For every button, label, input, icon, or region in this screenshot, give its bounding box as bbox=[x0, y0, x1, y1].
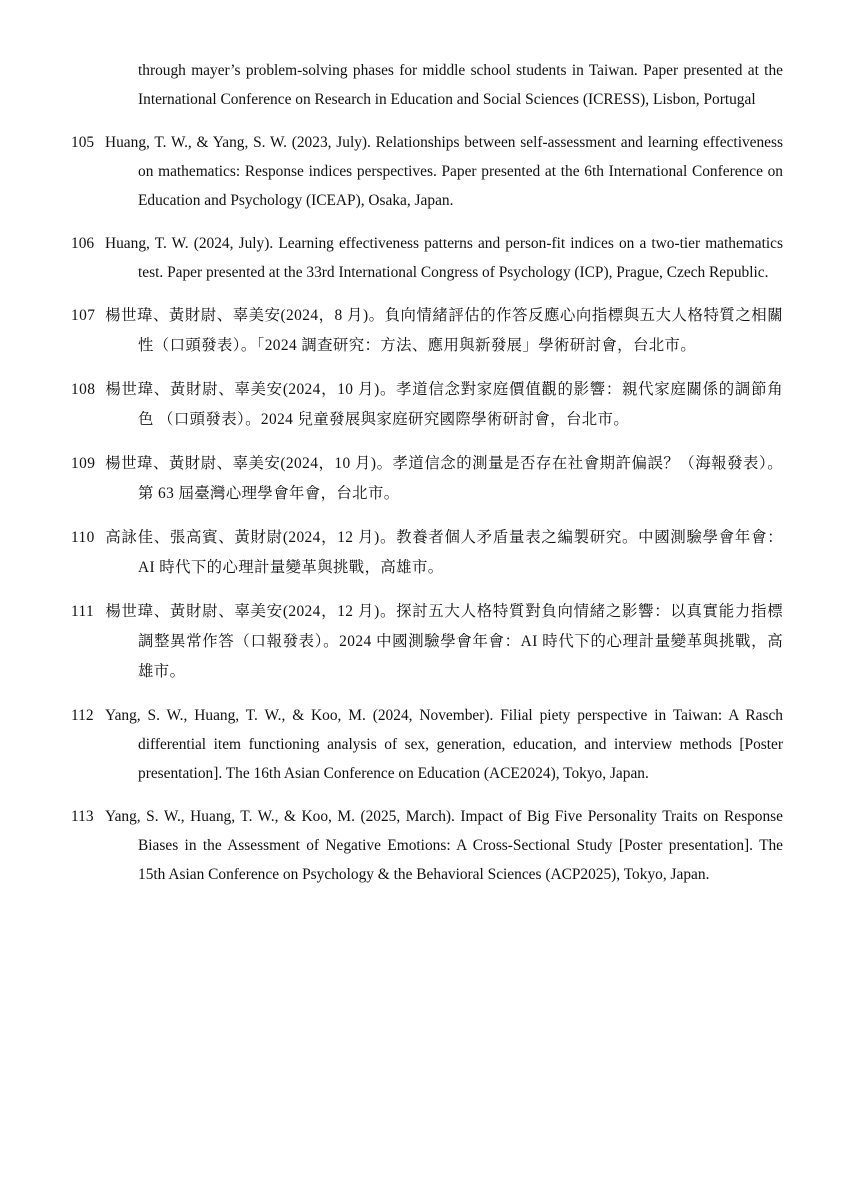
reference-entry-106 bbox=[71, 229, 783, 287]
reference-number: 109 bbox=[71, 455, 96, 472]
reference-number: 112 bbox=[71, 707, 94, 724]
reference-entry-111 bbox=[71, 597, 783, 687]
reference-entry-107 bbox=[71, 301, 783, 361]
reference-text: Yang, S. W., Huang, T. W., & Koo, M. (2025, March). Impact of Big Five Personality Traits on Response Biases in the Assessment of Negative Emotions: A Cross-Sectional Study [Poster presentation]. The 15th Asian Conference on Psychology & the Behavioral Sciences (ACP2025), Tokyo, Japan. bbox=[105, 808, 783, 883]
reference-entry-105 bbox=[71, 128, 783, 215]
reference-text: 楊世瑋、黃財尉、辜美安(2024，8 月)。負向情緒評估的作答反應心向指標與五大人格特質之相關性（口頭發表）。「2024 調查研究：方法、應用與新發展」學術研討會，台北市。 bbox=[105, 307, 783, 354]
reference-text: Huang, T. W. (2024, July). Learning effectiveness patterns and person-fit indices on a two-tier mathematics test. Paper presented at the 33rd International Congress of Psychology (ICP), Prague, Czech Republic. bbox=[105, 235, 783, 281]
reference-entry-113 bbox=[71, 802, 783, 889]
reference-number: 108 bbox=[71, 381, 96, 398]
reference-number: 113 bbox=[71, 808, 94, 825]
reference-text: 楊世瑋、黃財尉、辜美安(2024，10 月)。孝道信念對家庭價值觀的影響：親代家庭關係的調節角色 （口頭發表）。2024 兒童發展與家庭研究國際學術研討會，台北市。 bbox=[105, 381, 783, 428]
reference-number: 106 bbox=[71, 235, 95, 252]
reference-text: Yang, S. W., Huang, T. W., & Koo, M. (2024, November). Filial piety perspective in Taiwan: A Rasch differential item functioning analysis of sex, generation, education, and interview methods [Poster presentation]. The 16th Asian Conference on Education (ACE2024), Tokyo, Japan. bbox=[105, 707, 783, 782]
reference-text: 楊世瑋、黃財尉、辜美安(2024，12 月)。探討五大人格特質對負向情緒之影響：以真實能力指標調整異常作答（口報發表）。2024 中國測驗學會年會：AI 時代下的心理計量變革與挑戰，高雄市。 bbox=[105, 603, 783, 680]
reference-continuation bbox=[71, 56, 783, 114]
reference-entry-109 bbox=[71, 449, 783, 509]
reference-list bbox=[71, 56, 783, 903]
reference-number: 107 bbox=[71, 307, 96, 324]
reference-entry-108 bbox=[71, 375, 783, 435]
reference-text: through mayer’s problem-solving phases for middle school students in Taiwan. Paper presented at the International Conference on Research in Education and Social Sciences (ICRESS), Lisbon, Portugal bbox=[138, 62, 783, 108]
reference-entry-112 bbox=[71, 701, 783, 788]
reference-text: 楊世瑋、黃財尉、辜美安(2024，10 月)。孝道信念的測量是否存在社會期許偏誤？（海報發表）。第 63 屆臺灣心理學會年會，台北市。 bbox=[105, 455, 783, 502]
reference-number: 105 bbox=[71, 134, 95, 151]
reference-number: 111 bbox=[71, 603, 95, 620]
reference-text: 高詠佳、張高賓、黃財尉(2024，12 月)。教養者個人矛盾量表之編製研究。中國測驗學會年會：AI 時代下的心理計量變革與挑戰，高雄市。 bbox=[105, 529, 783, 576]
reference-entry-110 bbox=[71, 523, 783, 583]
reference-text: Huang, T. W., & Yang, S. W. (2023, July). Relationships between self-assessment and learning effectiveness on mathematics: Response indices perspectives. Paper presented at the 6th International Conference on Education and Psychology (ICEAP), Osaka, Japan. bbox=[105, 134, 783, 209]
reference-number: 110 bbox=[71, 529, 95, 546]
